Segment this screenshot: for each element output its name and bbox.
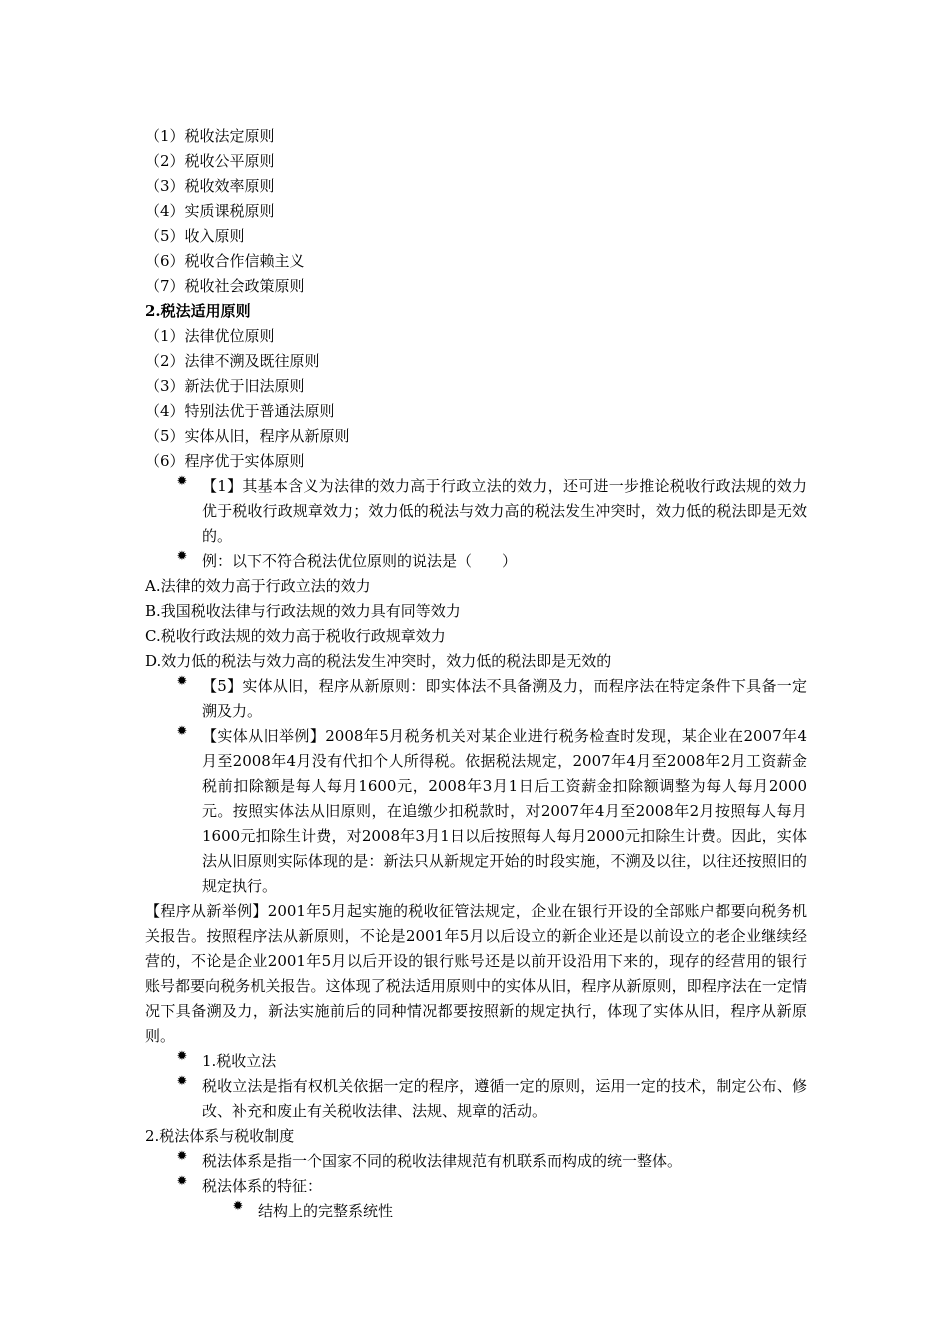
list-item: （5）实体从旧，程序从新原则	[145, 427, 350, 445]
document-page	[145, 124, 807, 1224]
bullet-text: 1.税收立法	[202, 1052, 277, 1070]
list-item: （2）税收公平原则	[145, 152, 275, 170]
bullet-item	[145, 724, 807, 899]
bullet-text: 【实体从旧举例】2008年5月税务机关对某企业进行税务检查时发现，某企业在2007年4月至2008年4月没有代扣个人所得税。依据税法规定，2007年4月至2008年2月工资薪金税前扣除额是每人每月1600元，2008年3月1日后工资薪金扣除额调整为每人每月2000元。按照实体法从旧原则，在追缴少扣税款时，对2007年4月至2008年2月按照每人每月1600元扣除生计费，对2008年3月1日以后按照每人每月2000元扣除生计费。因此，实体法从旧原则实际体现的是：新法只从新规定开始的时段实施，不溯及以往，以往还按照旧的规定执行。	[202, 727, 807, 895]
bullet-icon: ✹	[176, 549, 188, 564]
list-item: （2）法律不溯及既往原则	[145, 352, 320, 370]
bullet-item	[145, 474, 807, 549]
bullet-icon: ✹	[176, 1074, 188, 1089]
bullet-text: 例：以下不符合税法优位原则的说法是（ ）	[202, 552, 518, 570]
option-a: A.法律的效力高于行政立法的效力	[145, 577, 371, 595]
application-principles-list	[145, 324, 807, 474]
bullet-item	[145, 1074, 807, 1124]
bullet-icon: ✹	[176, 724, 188, 739]
option-b: B.我国税收法律与行政法规的效力具有同等效力	[145, 602, 461, 620]
bullet-text: 【5】实体从旧，程序从新原则：即实体法不具备溯及力，而程序法在特定条件下具备一定溯及力。	[202, 677, 807, 720]
bullet-item	[145, 1149, 807, 1174]
section-heading-tax-system: 2.税法体系与税收制度	[145, 1127, 295, 1145]
procedure-example-paragraph: 【程序从新举例】2001年5月起实施的税收征管法规定，企业在银行开设的全部账户都要向税务机关报告。按照程序法从新原则，不论是2001年5月以后设立的新企业还是以前设立的老企业继续经营的，不论是企业2001年5月以后开设的银行账号还是以前开设沿用下来的，现存的经营用的银行账号都要向税务机关报告。这体现了税法适用原则中的实体从旧，程序从新原则，即程序法在一定情况下具备溯及力，新法实施前后的同种情况都要按照新的规定执行，体现了实体从旧，程序从新原则。	[145, 902, 807, 1045]
list-item: （5）收入原则	[145, 227, 245, 245]
tax-principles-list	[145, 124, 807, 299]
section-heading-tax-application: 2.税法适用原则	[145, 302, 251, 320]
list-item: （3）新法优于旧法原则	[145, 377, 305, 395]
option-d: D.效力低的税法与效力高的税法发生冲突时，效力低的税法即是无效的	[145, 652, 612, 670]
bullet-item	[145, 674, 807, 724]
bullet-text: 结构上的完整系统性	[258, 1202, 394, 1220]
bullet-text: 【1】其基本含义为法律的效力高于行政立法的效力，还可进一步推论税收行政法规的效力优于税收行政规章效力；效力低的税法与效力高的税法发生冲突时，效力低的税法即是无效的。	[202, 477, 807, 545]
list-item: （1）税收法定原则	[145, 127, 275, 145]
bullet-text: 税法体系的特征：	[202, 1177, 323, 1195]
list-item: （7）税收社会政策原则	[145, 277, 305, 295]
bullet-icon: ✹	[176, 1149, 188, 1164]
list-item: （6）程序优于实体原则	[145, 452, 305, 470]
bullet-item	[145, 549, 807, 574]
bullet-icon: ✹	[232, 1199, 244, 1214]
list-item: （3）税收效率原则	[145, 177, 275, 195]
bullet-icon: ✹	[176, 1174, 188, 1189]
bullet-item	[145, 1174, 807, 1199]
list-item: （4）特别法优于普通法原则	[145, 402, 335, 420]
bullet-text: 税收立法是指有权机关依据一定的程序，遵循一定的原则，运用一定的技术，制定公布、修改、补充和废止有关税收法律、法规、规章的活动。	[202, 1077, 807, 1120]
sub-bullet-item	[145, 1199, 807, 1224]
list-item: （4）实质课税原则	[145, 202, 275, 220]
bullet-icon: ✹	[176, 474, 188, 489]
bullet-icon: ✹	[176, 674, 188, 689]
option-c: C.税收行政法规的效力高于税收行政规章效力	[145, 627, 446, 645]
question-options	[145, 574, 807, 674]
list-item: （1）法律优位原则	[145, 327, 275, 345]
list-item: （6）税收合作信赖主义	[145, 252, 305, 270]
bullet-text: 税法体系是指一个国家不同的税收法律规范有机联系而构成的统一整体。	[202, 1152, 683, 1170]
bullet-item	[145, 1049, 807, 1074]
bullet-icon: ✹	[176, 1049, 188, 1064]
